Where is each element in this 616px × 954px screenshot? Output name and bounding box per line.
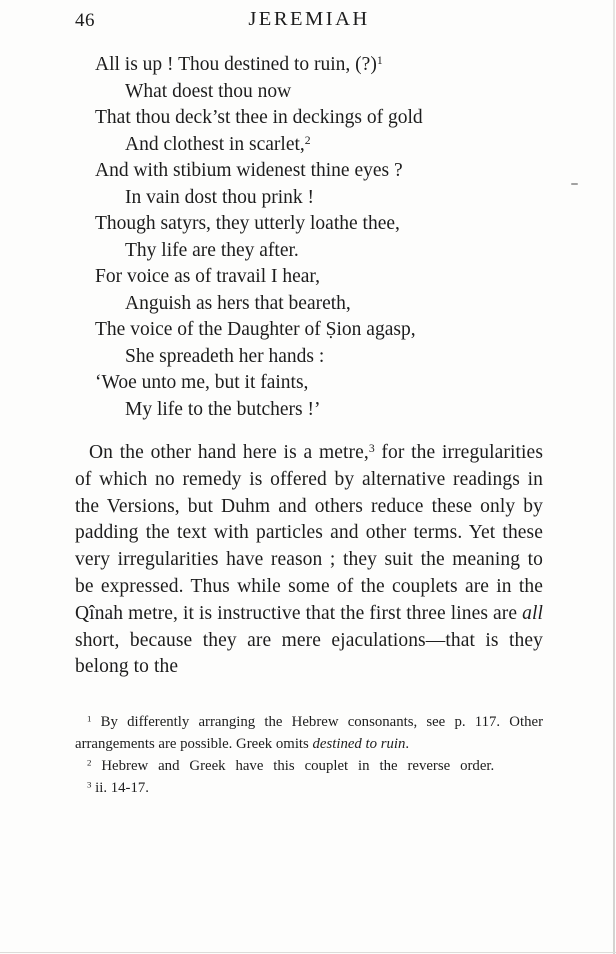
poem-line-text: That thou deck’st thee in deckings of gold	[95, 107, 423, 128]
footnote-2	[75, 755, 543, 777]
poem-line	[95, 264, 543, 291]
running-title: JEREMIAH	[248, 8, 370, 30]
poem-line	[95, 52, 543, 79]
poem-line-text: For voice as of travail I hear,	[95, 266, 321, 287]
poem-line-text: And with stibium widenest thine eyes ?	[95, 160, 403, 181]
poem-line	[95, 79, 543, 106]
footnote-ref-2: 2	[304, 133, 311, 147]
poem-block	[95, 52, 543, 423]
paragraph-text-3: short, because they are mere ejaculations—that is they belong to the	[75, 629, 543, 678]
poem-line-text: ‘Woe unto me, but it faints,	[95, 372, 309, 393]
poem-line-text: What doest thou now	[125, 80, 292, 102]
page-number: 46	[75, 10, 95, 31]
footnote-3-marker: 3	[87, 779, 92, 790]
footnotes-block	[75, 711, 543, 799]
body-paragraph	[75, 440, 543, 681]
poem-line-text: She spreadeth her hands :	[125, 345, 325, 367]
poem-line-text: All is up ! Thou destined to ruin, (?)	[95, 54, 377, 75]
footnote-ref-3: 3	[368, 442, 375, 456]
paragraph-text-1: On the other hand here is a metre,	[89, 442, 369, 463]
poem-line	[95, 132, 543, 159]
paragraph-italic: all	[522, 602, 543, 624]
footnote-3	[75, 777, 543, 799]
poem-line	[95, 238, 543, 265]
footnote-1-italic: destined to ruin	[312, 736, 406, 753]
poem-line	[95, 344, 543, 371]
poem-line	[95, 158, 543, 185]
poem-line-text: Thy life are they after.	[125, 239, 299, 261]
poem-line-text: Though satyrs, they utterly loathe thee,	[95, 213, 400, 234]
page-header	[75, 8, 543, 34]
poem-line-text: And clothest in scarlet,	[125, 133, 305, 155]
poem-line	[95, 317, 543, 344]
poem-line	[95, 211, 543, 238]
paragraph-text-2: for the irregularities of which no remedy is offered by alternative readings in the Versions, but Duhm and others reduce these only by padding the text with particles and other terms. Yet these very irregularities have reason ; they suit the meaning to be expressed. Thus while some of the couplets are in the Qînah metre, it is instructive that the first three lines are	[75, 442, 544, 624]
poem-line	[95, 291, 543, 318]
poem-line	[95, 397, 543, 424]
poem-line	[95, 105, 543, 132]
poem-line-text: The voice of the Daughter of Ṣion agasp,	[95, 319, 416, 340]
footnote-1-marker: 1	[87, 713, 92, 724]
footnote-3-text: ii. 14-17.	[95, 780, 149, 797]
scan-artifact-mark	[571, 183, 578, 185]
poem-line	[95, 370, 543, 397]
footnote-1-text: By differently arranging the Hebrew consonants, see p. 117. Other arrangements are possible. Greek omits	[75, 714, 543, 753]
poem-line-text: My life to the butchers !’	[125, 398, 321, 420]
poem-line	[95, 185, 543, 212]
footnote-1	[75, 711, 543, 755]
footnote-2-text: Hebrew and Greek have this couplet in the reverse order.	[101, 758, 495, 775]
page-edge-bottom	[0, 952, 616, 953]
poem-line-text: Anguish as hers that beareth,	[125, 292, 351, 314]
poem-line-text: In vain dost thou prink !	[125, 186, 315, 208]
page-edge-right	[613, 0, 615, 954]
footnote-1-tail: .	[405, 736, 410, 753]
footnote-2-marker: 2	[87, 757, 92, 768]
footnote-ref-1: 1	[376, 54, 383, 68]
